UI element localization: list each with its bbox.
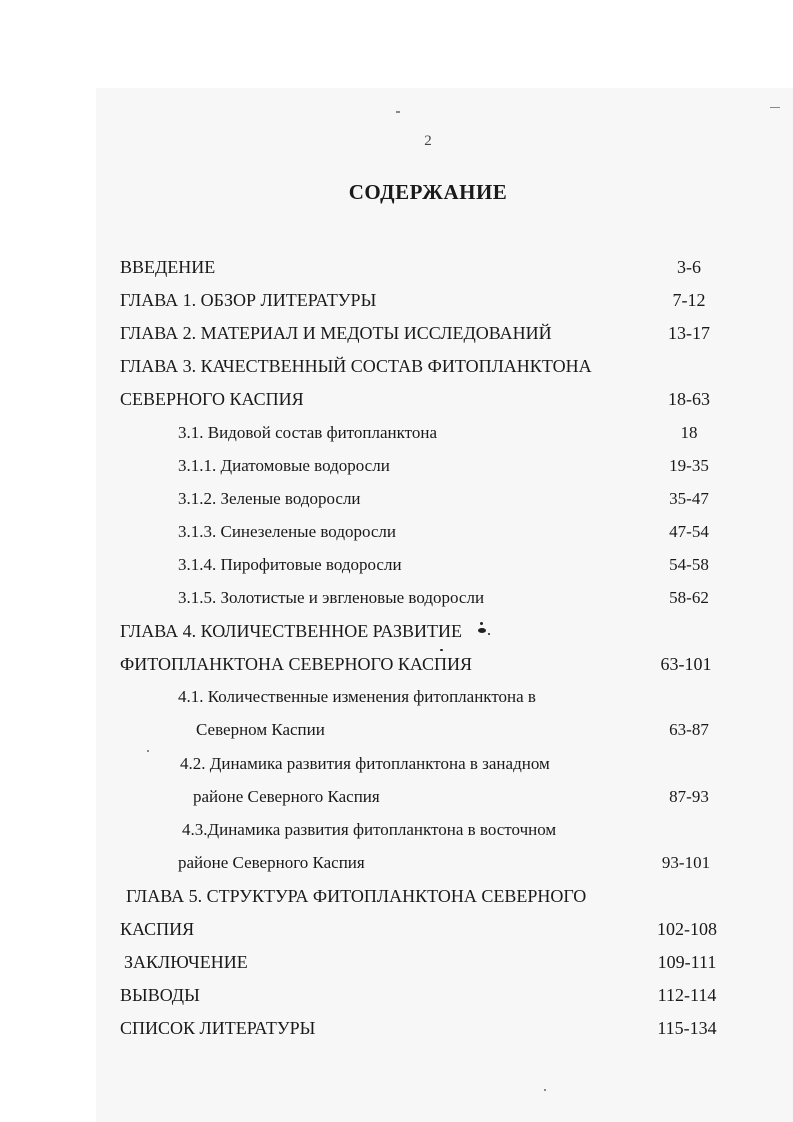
toc-entry-4-3 [0,815,793,845]
toc-entry-3-1-2 [0,484,793,514]
toc-entry-pages: 109-111 [657,952,717,972]
ink-blot [480,622,483,625]
toc-entry-pages: 7-12 [672,290,706,310]
toc-entry-text: 3.1.3. Синезеленые водоросли [178,522,397,541]
toc-entry-text: Северном Каспии [196,720,325,739]
toc-entry-pages: 112-114 [657,985,717,1005]
toc-entry-chapter-1 [0,285,793,315]
toc-entry-text: 3.1.1. Диатомовые водоросли [178,456,390,475]
toc-entry-chapter-4-cont [0,649,793,679]
toc-entry-text: КАСПИЯ [120,919,195,939]
toc-entry-3-1-3 [0,517,793,547]
toc-entry-text: 3.1.5. Золотистые и эвгленовые водоросли [178,588,485,607]
page-title: СОДЕРЖАНИЕ [348,180,508,204]
toc-entry-pages: 47-54 [669,522,709,541]
toc-entry-4-2 [0,749,793,779]
toc-entry-findings [0,980,793,1010]
toc-entry-text: ГЛАВА 3. КАЧЕСТВЕННЫЙ СОСТАВ ФИТОПЛАНКТОНА [120,356,592,376]
toc-entry-text: СПИСОК ЛИТЕРАТУРЫ [120,1018,316,1038]
toc-entry-text: ФИТОПЛАНКТОНА СЕВЕРНОГО КАСПИЯ [120,654,473,674]
toc-entry-text: СЕВЕРНОГО КАСПИЯ [120,389,304,409]
toc-entry-3-1 [0,418,793,448]
toc-entry-text: 3.1.4. Пирофитовые водоросли [178,555,402,574]
toc-entry-text: ВЫВОДЫ [120,985,200,1005]
toc-entry-text: ГЛАВА 4. КОЛИЧЕСТВЕННОЕ РАЗВИТИЕ [120,621,462,641]
toc-entry-pages: 58-62 [669,588,709,607]
ink-blot [488,633,490,635]
toc-entry-chapter-2 [0,318,793,348]
toc-entry-pages: 19-35 [669,456,709,475]
scan-speck [396,111,400,113]
toc-entry-text: ГЛАВА 1. ОБЗОР ЛИТЕРАТУРЫ [120,290,377,310]
toc-entry-conclusion [0,947,793,977]
toc-entry-4-2-cont [0,782,793,812]
toc-entry-3-1-5 [0,583,793,613]
toc-entry-3-1-4 [0,550,793,580]
toc-entry-text: ВВЕДЕНИЕ [120,257,216,277]
toc-entry-text: ГЛАВА 2. МАТЕРИАЛ И МЕДОТЫ ИССЛЕДОВАНИЙ [120,323,552,343]
toc-entry-references [0,1013,793,1043]
toc-entry-pages: 63-101 [660,654,712,674]
toc-entry-text: ГЛАВА 5. СТРУКТУРА ФИТОПЛАНКТОНА СЕВЕРНОГО [126,886,587,906]
scan-speck [770,107,780,108]
toc-entry-text: 4.3.Динамика развития фитопланктона в восточном [182,820,557,839]
ink-blot [478,628,486,633]
toc-entry-chapter-4 [0,616,793,646]
toc-entry-pages: 35-47 [669,489,709,508]
toc-entry-pages: 102-108 [657,919,717,939]
toc-entry-introduction [0,252,793,282]
toc-entry-pages: 13-17 [668,323,710,343]
toc-entry-pages: 93-101 [661,853,711,872]
ink-blot [440,649,443,651]
toc-entry-pages: 63-87 [669,720,709,739]
toc-entry-text: 4.1. Количественные изменения фитопланктона в [178,687,536,706]
toc-entry-text: районе Северного Каспия [193,787,380,806]
toc-entry-text: ЗАКЛЮЧЕНИЕ [124,952,248,972]
toc-entry-text: районе Северного Каспия [178,853,365,872]
toc-entry-text: 4.2. Динамика развития фитопланктона в занадном [180,754,550,773]
toc-entry-pages: 3-6 [677,257,701,277]
toc-entry-text: 3.1. Видовой состав фитопланктона [178,423,437,442]
toc-entry-4-1-cont [0,715,793,745]
toc-entry-chapter-5 [0,881,793,911]
toc-entry-4-1 [0,682,793,712]
toc-entry-pages: 115-134 [657,1018,717,1038]
toc-entry-pages: 18 [680,423,698,442]
toc-entry-chapter-3-cont [0,384,793,414]
toc-entry-chapter-5-cont [0,914,793,944]
toc-entry-chapter-3 [0,351,793,381]
toc-entry-pages: 87-93 [669,787,709,806]
toc-entry-pages: 18-63 [668,389,710,409]
scan-speck [544,1089,546,1091]
toc-entry-pages: 54-58 [669,555,709,574]
toc-entry-3-1-1 [0,451,793,481]
page-number: 2 [424,133,432,149]
toc-entry-4-3-cont [0,848,793,878]
scan-speck [147,750,149,752]
toc-entry-text: 3.1.2. Зеленые водоросли [178,489,361,508]
